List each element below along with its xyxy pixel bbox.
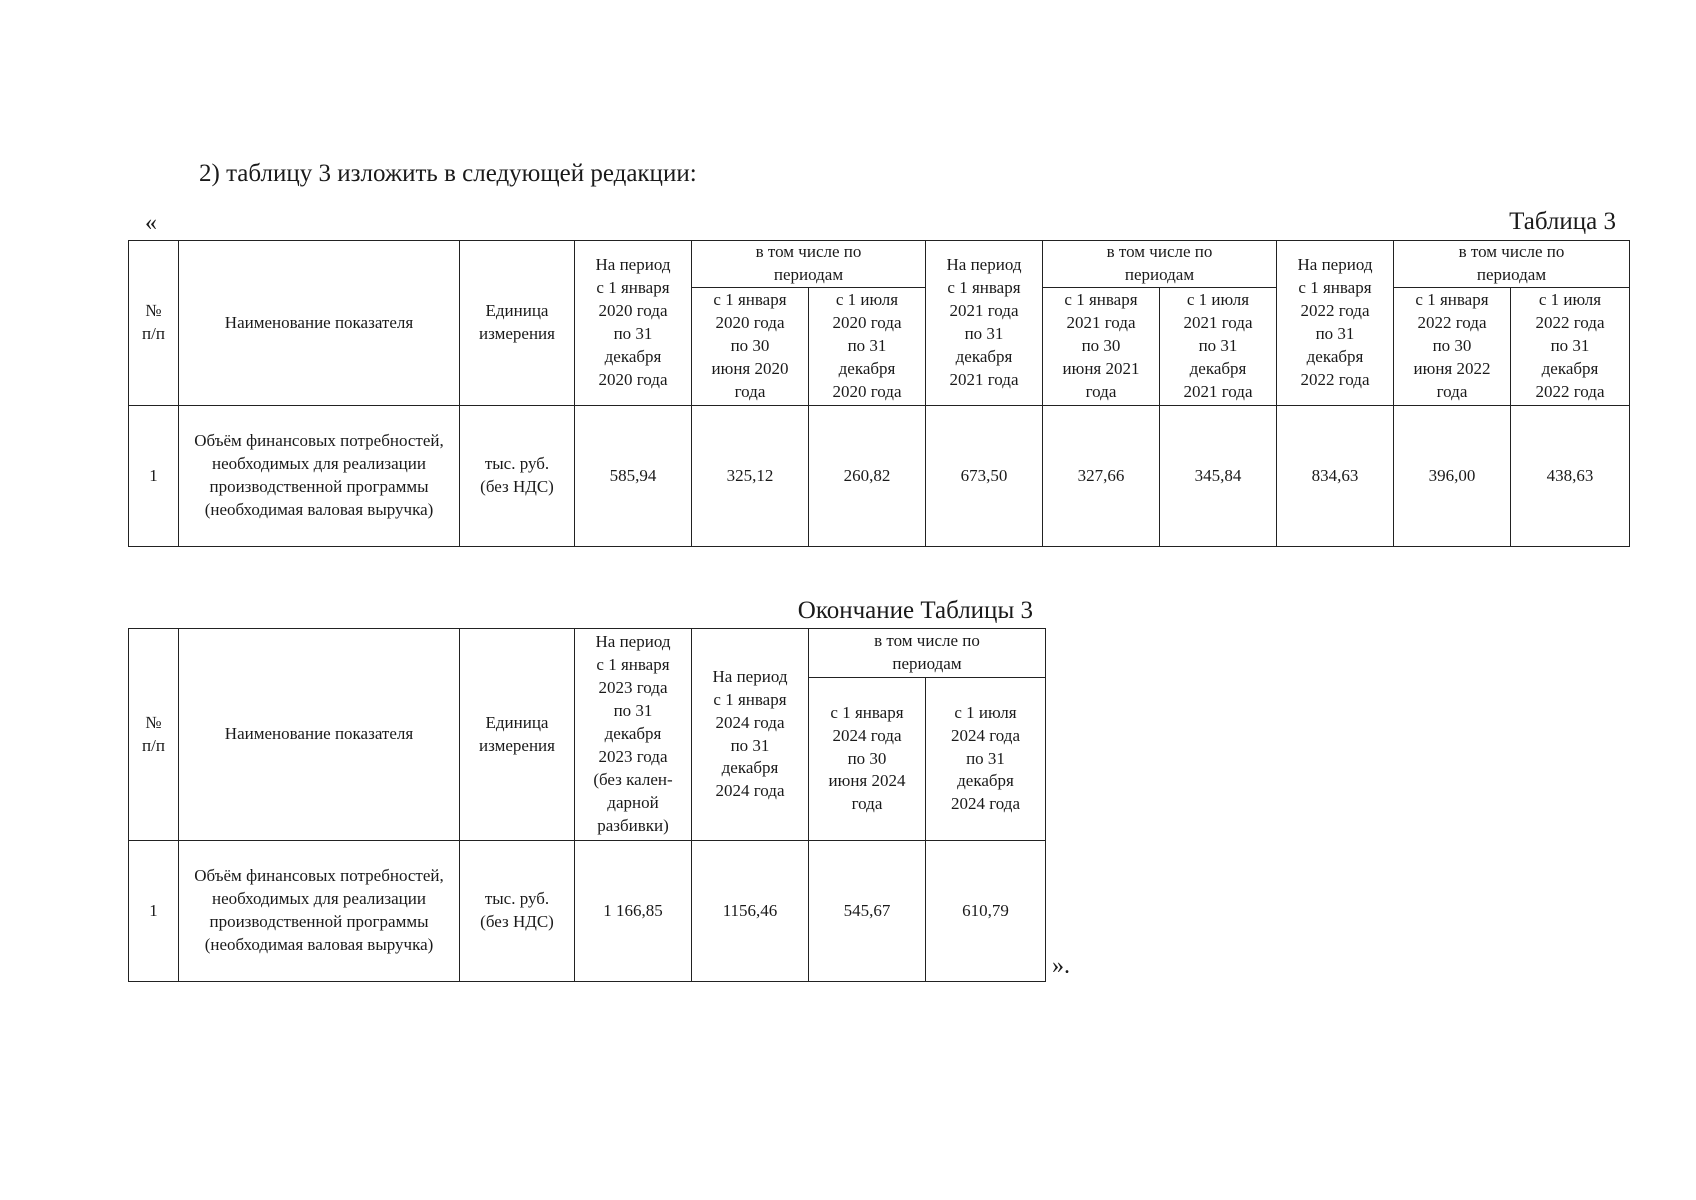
value-year-2021: 673,50 — [926, 406, 1043, 547]
value-year-2022: 834,63 — [1277, 406, 1394, 547]
table-end-caption: Окончание Таблицы 3 — [797, 597, 1033, 624]
header-num: № п/п — [129, 241, 179, 406]
header-h2-2021: с 1 июля 2021 года по 31 декабря 2021 года — [1160, 288, 1277, 406]
row-num: 1 — [129, 406, 179, 547]
value-year-2024: 1156,46 — [692, 841, 809, 982]
opening-quote: « — [145, 210, 157, 236]
header-year-2023: На период с 1 января 2023 года по 31 декабря 2023 года (без кален- дарной разбивки) — [575, 629, 692, 841]
value-h1-2021: 327,66 — [1043, 406, 1160, 547]
header-h1-2024: с 1 января 2024 года по 30 июня 2024 года — [809, 678, 926, 841]
value-h1-2024: 545,67 — [809, 841, 926, 982]
header-subgroup-2024: в том числе по периодам — [809, 629, 1046, 678]
table-row — [129, 406, 1630, 547]
value-h2-2021: 345,84 — [1160, 406, 1277, 547]
table-main-caption: Таблица 3 — [1509, 208, 1616, 235]
end-header-name: Наименование показателя — [179, 629, 460, 841]
end-header-num: № п/п — [129, 629, 179, 841]
end-row-name: Объём финансовых потребностей, необходимых для реализации производственной программы (необходимая валовая выручка) — [179, 841, 460, 982]
header-h2-2022: с 1 июля 2022 года по 31 декабря 2022 года — [1511, 288, 1630, 406]
end-row-unit: тыс. руб. (без НДС) — [460, 841, 575, 982]
value-h1-2020: 325,12 — [692, 406, 809, 547]
header-h1-2020: с 1 января 2020 года по 30 июня 2020 года — [692, 288, 809, 406]
value-h2-2024: 610,79 — [926, 841, 1046, 982]
header-subgroup-2020: в том числе по периодам — [692, 241, 926, 288]
table-end — [128, 628, 1046, 982]
value-h1-2022: 396,00 — [1394, 406, 1511, 547]
end-row-num: 1 — [129, 841, 179, 982]
header-year-2022: На период с 1 января 2022 года по 31 декабря 2022 года — [1277, 241, 1394, 406]
header-h1-2022: с 1 января 2022 года по 30 июня 2022 года — [1394, 288, 1511, 406]
header-year-2020: На период с 1 января 2020 года по 31 декабря 2020 года — [575, 241, 692, 406]
header-unit: Единица измерения — [460, 241, 575, 406]
header-h1-2021: с 1 января 2021 года по 30 июня 2021 года — [1043, 288, 1160, 406]
header-year-2021: На период с 1 января 2021 года по 31 декабря 2021 года — [926, 241, 1043, 406]
intro-text: 2) таблицу 3 изложить в следующей редакции: — [199, 160, 697, 187]
table-row — [129, 841, 1046, 982]
value-year-2023: 1 166,85 — [575, 841, 692, 982]
row-name: Объём финансовых потребностей, необходимых для реализации производственной программы (необходимая валовая выручка) — [179, 406, 460, 547]
end-header-unit: Единица измерения — [460, 629, 575, 841]
header-subgroup-2021: в том числе по периодам — [1043, 241, 1277, 288]
closing-quote: ». — [1052, 953, 1070, 979]
value-year-2020: 585,94 — [575, 406, 692, 547]
value-h2-2020: 260,82 — [809, 406, 926, 547]
value-h2-2022: 438,63 — [1511, 406, 1630, 547]
header-name: Наименование показателя — [179, 241, 460, 406]
table-main — [128, 240, 1630, 547]
header-subgroup-2022: в том числе по периодам — [1394, 241, 1630, 288]
header-h2-2020: с 1 июля 2020 года по 31 декабря 2020 года — [809, 288, 926, 406]
row-unit: тыс. руб. (без НДС) — [460, 406, 575, 547]
header-h2-2024: с 1 июля 2024 года по 31 декабря 2024 года — [926, 678, 1046, 841]
header-year-2024: На период с 1 января 2024 года по 31 декабря 2024 года — [692, 629, 809, 841]
